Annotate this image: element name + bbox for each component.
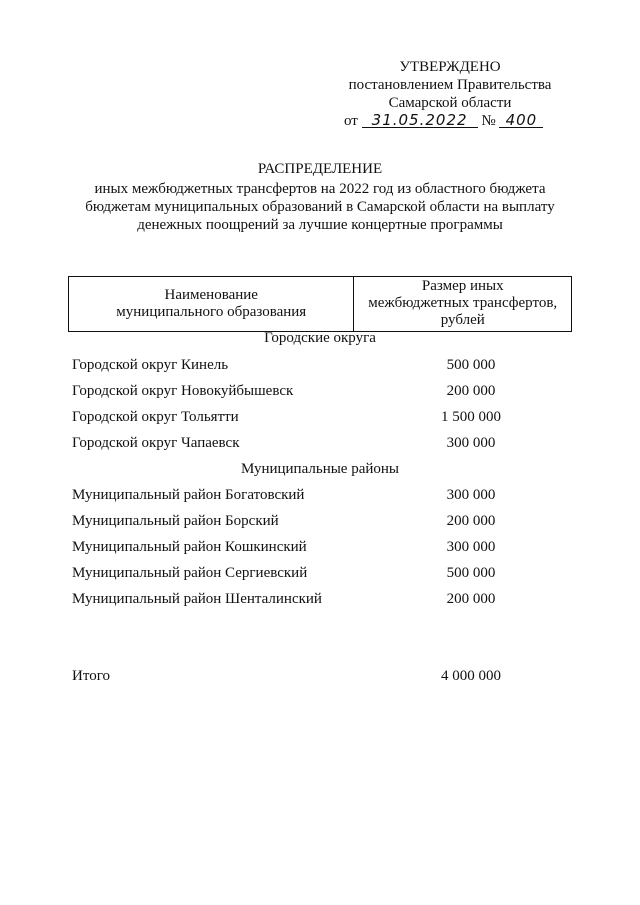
distribution-table-header xyxy=(68,276,572,332)
row-amount: 300 000 xyxy=(446,539,496,555)
row-name: Городской округ Тольятти xyxy=(72,409,239,425)
row-name: Муниципальный район Шенталинский xyxy=(72,591,322,607)
row-amount: 200 000 xyxy=(446,513,496,529)
approval-block xyxy=(330,58,570,130)
table-row xyxy=(72,539,532,557)
total-row xyxy=(72,668,532,686)
table-row xyxy=(72,383,532,401)
row-name: Муниципальный район Богатовский xyxy=(72,487,305,503)
header-col1-line1: Наименование xyxy=(164,286,258,303)
table-row xyxy=(72,357,532,375)
total-label: Итого xyxy=(72,668,110,684)
row-amount: 1 500 000 xyxy=(441,409,501,425)
handwritten-number: 400 xyxy=(499,113,543,128)
header-col2-line3: рублей xyxy=(440,312,485,328)
header-col2-line1: Размер иных xyxy=(421,278,504,294)
row-amount: 300 000 xyxy=(446,487,496,503)
table-row xyxy=(72,591,532,609)
total-amount: 4 000 000 xyxy=(441,668,501,684)
header-municipality xyxy=(69,277,354,332)
header-amount xyxy=(354,277,572,332)
handwritten-date: 31.05.2022 xyxy=(362,113,478,128)
table-row xyxy=(72,435,532,453)
row-name: Городской округ Чапаевск xyxy=(72,435,240,451)
table-row xyxy=(72,513,532,531)
row-amount: 200 000 xyxy=(446,591,496,607)
approval-line-2: Самарской области xyxy=(388,95,512,111)
header-col2-line2: межбюджетных трансфертов, xyxy=(368,295,558,311)
heading-line-3: денежных поощрений за лучшие концертные программы xyxy=(137,217,503,233)
row-amount: 200 000 xyxy=(446,383,496,399)
number-sign: № xyxy=(481,113,496,129)
approval-date-line xyxy=(330,112,570,130)
row-name: Муниципальный район Кошкинский xyxy=(72,539,307,555)
table-row xyxy=(72,565,532,583)
table-header-row xyxy=(69,277,572,332)
row-amount: 300 000 xyxy=(446,435,496,451)
row-name: Городской округ Кинель xyxy=(72,357,229,373)
row-name: Муниципальный район Борский xyxy=(72,513,279,529)
row-name: Муниципальный район Сергиевский xyxy=(72,565,308,581)
heading-line-1: иных межбюджетных трансфертов на 2022 год из областного бюджета xyxy=(94,181,546,197)
heading-line-2: бюджетам муниципальных образований в Самарской области на выплату xyxy=(85,199,555,215)
row-name: Городской округ Новокуйбышевск xyxy=(72,383,294,399)
table-row xyxy=(72,409,532,427)
section-title: Городские округа xyxy=(264,330,376,346)
row-amount: 500 000 xyxy=(446,357,496,373)
document-title: РАСПРЕДЕЛЕНИЕ xyxy=(257,161,383,177)
header-col1-line2: муниципального образования xyxy=(116,303,307,320)
approval-stamp: УТВЕРЖДЕНО xyxy=(399,59,501,75)
section-title: Муниципальные районы xyxy=(240,461,400,477)
approval-line-1: постановлением Правительства xyxy=(348,77,552,93)
document-heading xyxy=(60,160,580,234)
date-prefix: от xyxy=(344,113,358,129)
table-row xyxy=(72,487,532,505)
row-amount: 500 000 xyxy=(446,565,496,581)
